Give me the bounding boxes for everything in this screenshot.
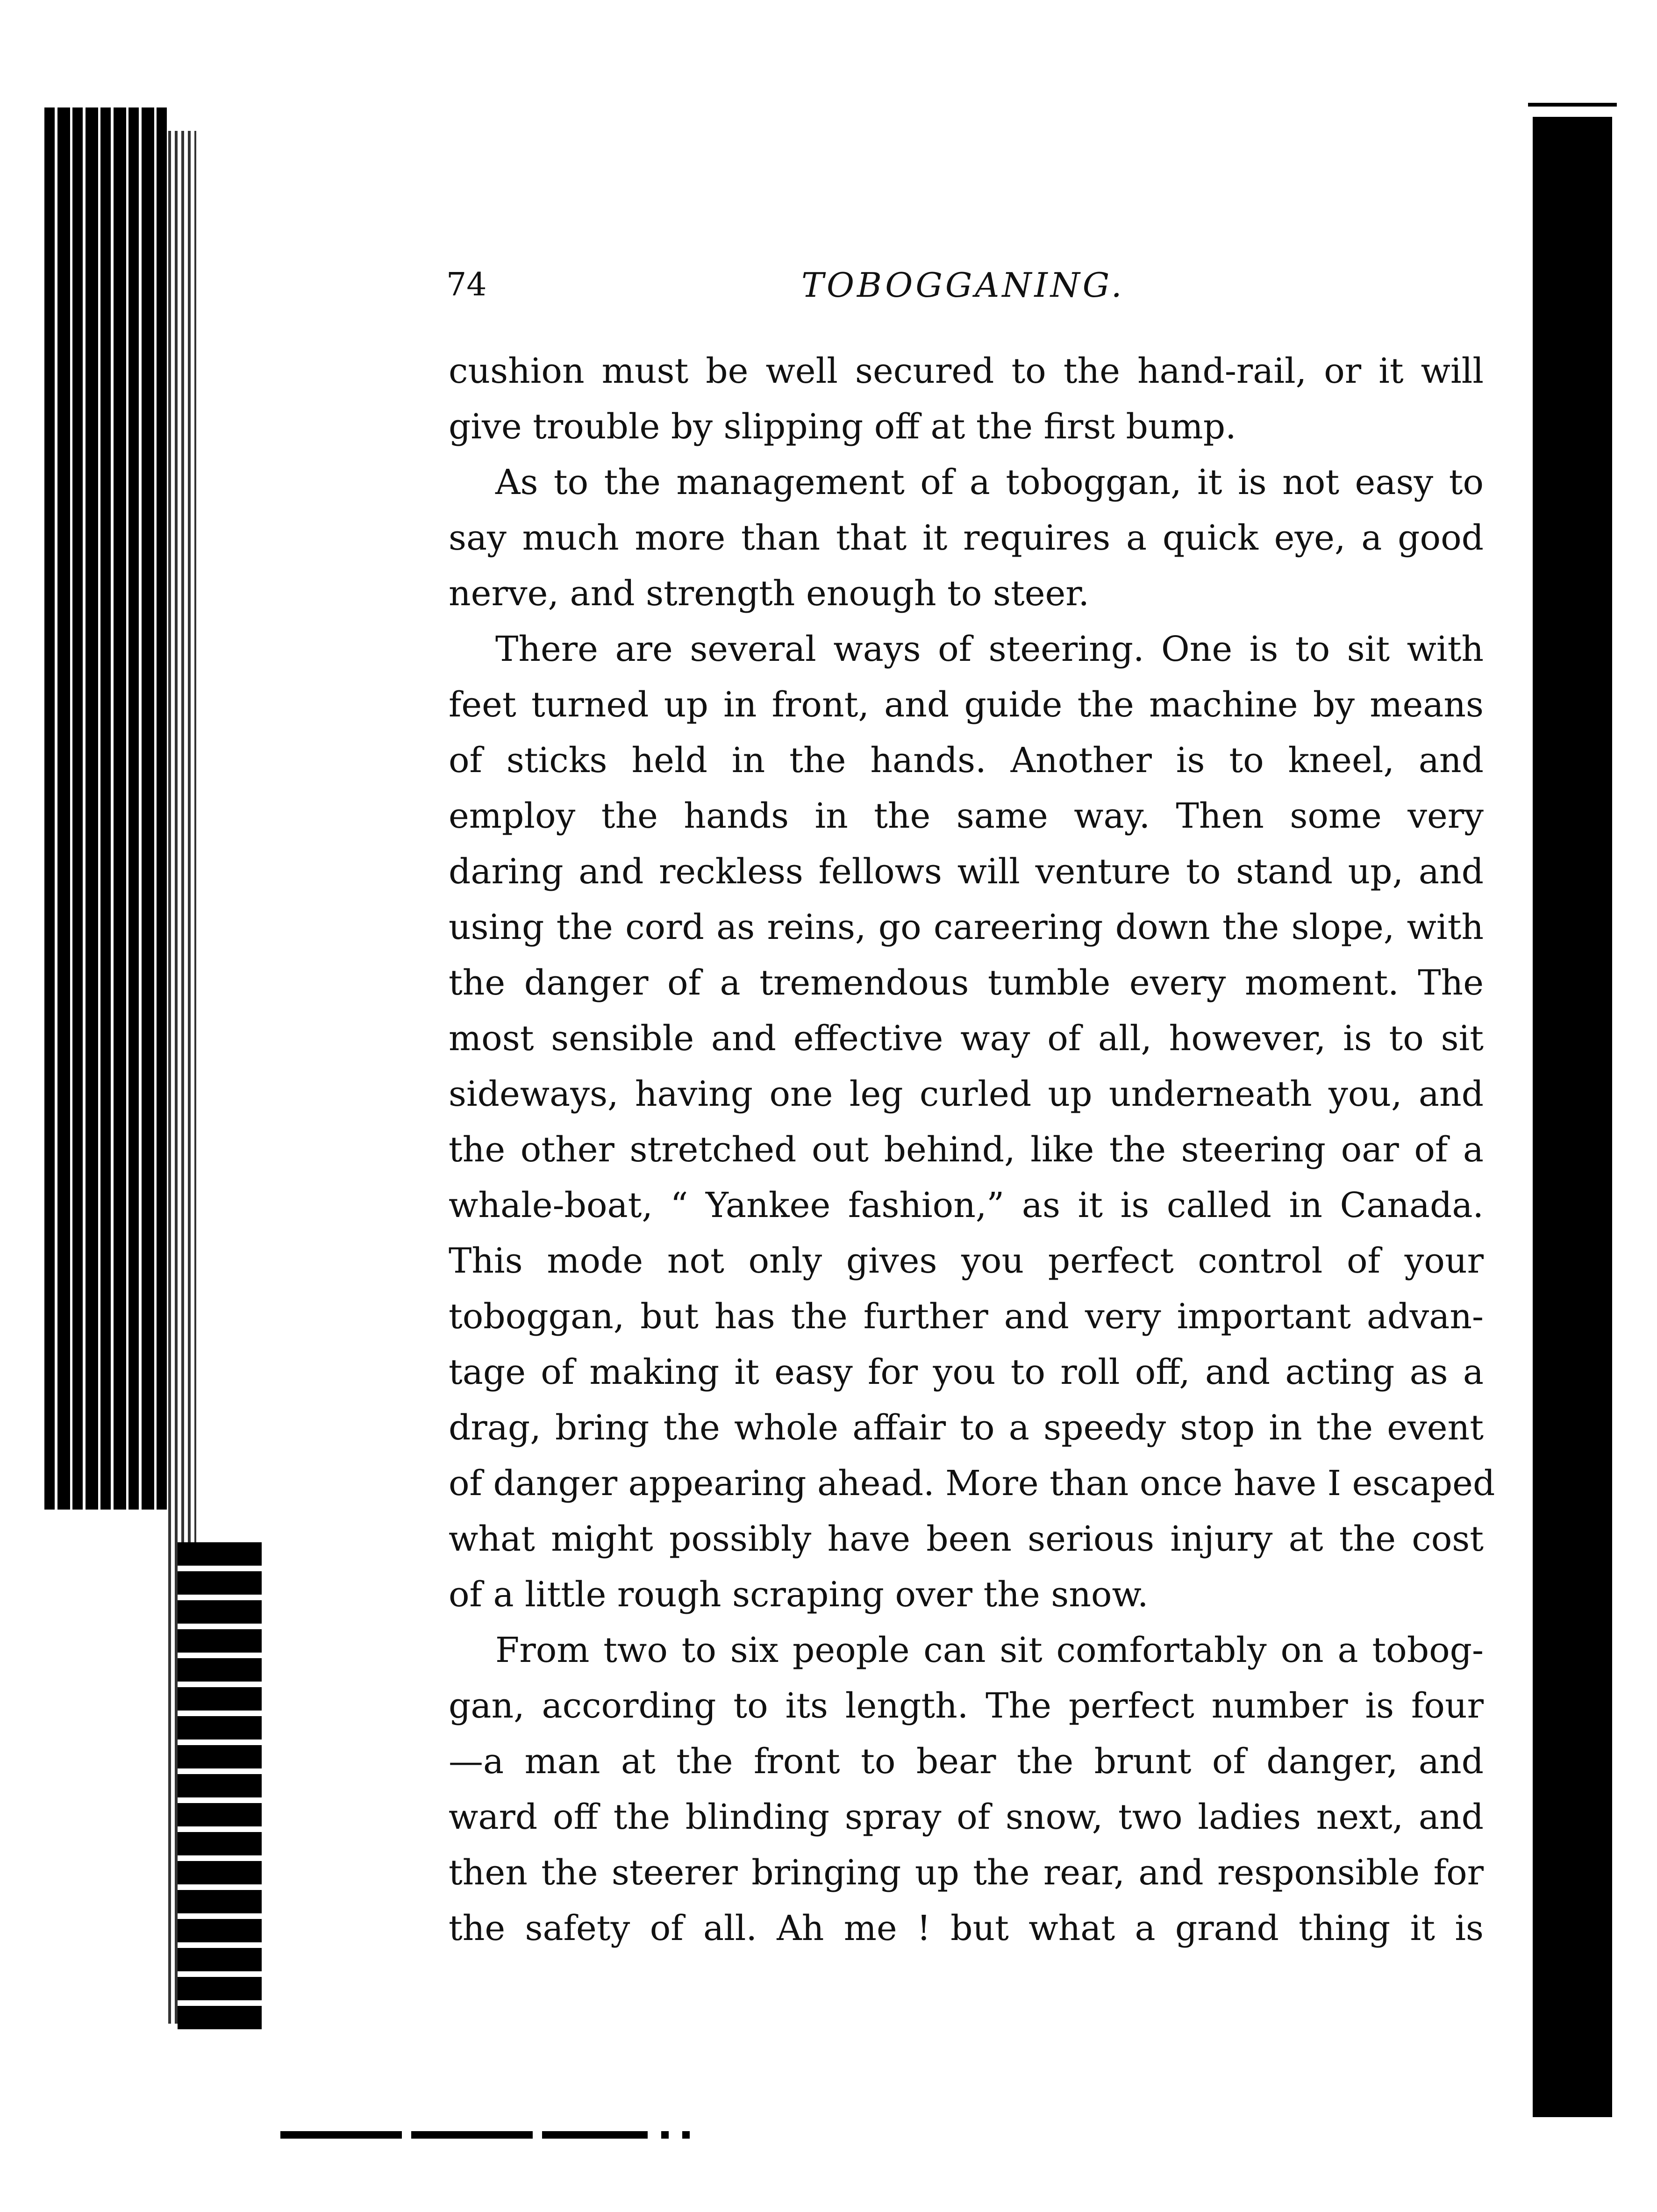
page-number: 74 [446, 266, 487, 303]
scan-edge-left [44, 107, 168, 1510]
text-line: daring and reckless fellows will venture to stand up, and [449, 852, 1484, 892]
text-line: toboggan, but has the further and very important advan- [449, 1296, 1484, 1337]
text-line: sideways, having one leg curled up underneath you, and [449, 1074, 1484, 1114]
text-line: then the steerer bringing up the rear, and responsible for [449, 1853, 1484, 1893]
text-line: From two to six people can sit comfortably on a tobog- [495, 1630, 1484, 1670]
text-line: whale-boat, “ Yankee fashion,” as it is called in Canada. [449, 1185, 1484, 1225]
scan-edge-bottom-dots [640, 2131, 692, 2139]
text-line: of danger appearing ahead. More than once have I escaped [449, 1463, 1495, 1503]
scan-edge-bottom [280, 2131, 654, 2139]
text-line: the other stretched out behind, like the steering oar of a [449, 1130, 1484, 1170]
running-title: TOBOGGANING. [801, 265, 1125, 305]
text-line: There are several ways of steering. One is to sit with [495, 629, 1484, 669]
text-line: drag, bring the whole affair to a speedy stop in the event [449, 1408, 1484, 1448]
text-line: the danger of a tremendous tumble every moment. The [449, 963, 1484, 1003]
text-line: say much more than that it requires a quick eye, a good [449, 518, 1484, 558]
text-line: employ the hands in the same way. Then some very [449, 796, 1484, 836]
text-line: gan, according to its length. The perfect number is four [449, 1686, 1484, 1726]
text-line: the safety of all. Ah me ! but what a grand thing it is [449, 1908, 1484, 1948]
text-line: of a little rough scraping over the snow. [449, 1575, 1149, 1615]
text-line: nerve, and strength enough to steer. [449, 573, 1090, 614]
text-line: As to the management of a toboggan, it is not easy to [495, 462, 1484, 502]
text-line: most sensible and effective way of all, however, is to sit [449, 1018, 1484, 1059]
text-line: of sticks held in the hands. Another is to kneel, and [449, 740, 1484, 780]
body-text [449, 344, 1495, 1956]
scan-edge-left-lower [178, 1542, 262, 2033]
text-line: feet turned up in front, and guide the machine by means [449, 685, 1484, 725]
text-line: using the cord as reins, go careering down the slope, with [449, 907, 1484, 947]
text-line: —a man at the front to bear the brunt of danger, and [449, 1741, 1484, 1782]
text-line: what might possibly have been serious injury at the cost [449, 1519, 1484, 1559]
text-line: tage of making it easy for you to roll off, and acting as a [449, 1352, 1484, 1392]
text-line: ward off the blinding spray of snow, two ladies next, and [449, 1797, 1484, 1837]
text-line: This mode not only gives you perfect control of your [449, 1241, 1484, 1281]
text-line: give trouble by slipping off at the first bump. [449, 407, 1236, 447]
scan-edge-right-rule [1528, 103, 1617, 107]
page-header [446, 262, 1474, 318]
text-line: cushion must be well secured to the hand-rail, or it will [449, 351, 1484, 391]
scan-edge-right [1533, 117, 1612, 2117]
